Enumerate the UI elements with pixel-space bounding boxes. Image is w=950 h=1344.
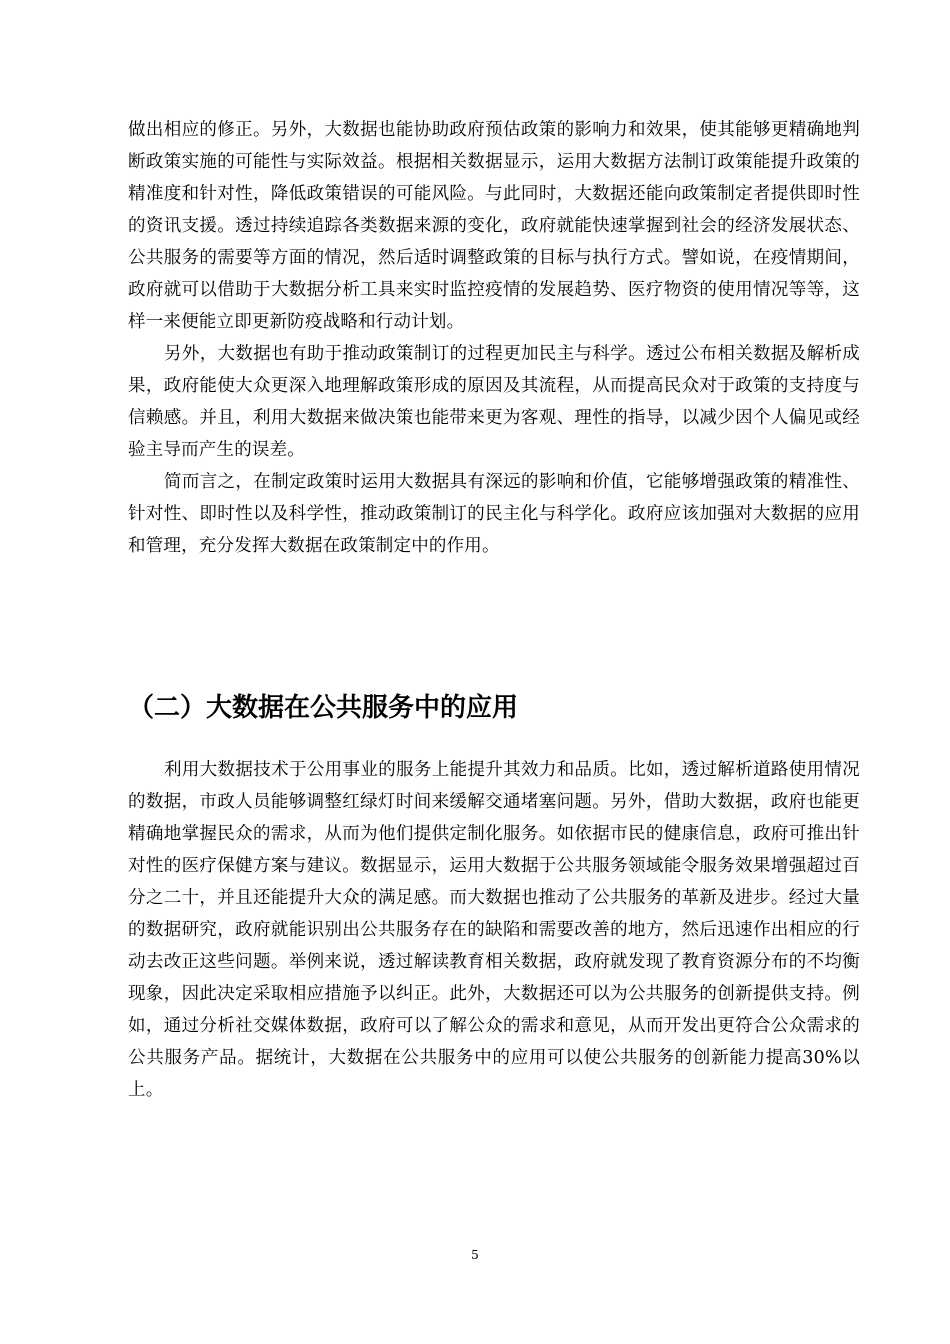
paragraph-policy-summary: 简而言之，在制定政策时运用大数据具有深远的影响和价值，它能够增强政策的精准性、针对性、即时性以及科学性，推动政策制订的民主化与科学化。政府应该加强对大数据的应用和管理，充分发挥大数据在政策制定中的作用。 [128,472,860,556]
page-number: 5 [471,1248,479,1262]
paragraph-policy-impact: 做出相应的修正。另外，大数据也能协助政府预估政策的影响力和效果，使其能够更精确地判断政策实施的可能性与实际效益。根据相关数据显示，运用大数据方法制订政策能提升政策的精准度和针对性，降低政策错误的可能风险。与此同时，大数据还能向政策制定者提供即时性的资讯支援。透过持续追踪各类数据来源的变化，政府就能快速掌握到社会的经济发展状态、公共服务的需要等方面的情况，然后适时调整政策的目标与执行方式。譬如说，在疫情期间，政府就可以借助于大数据分析工具来实时监控疫情的发展趋势、医疗物资的使用情况等等，这样一来便能立即更新防疫战略和行动计划。 [128,120,860,332]
section-public-services [128,754,860,1106]
section-policy-continuation [128,114,860,562]
section-heading-public-services: （二）大数据在公共服务中的应用 [128,693,519,723]
paragraph-policy-democracy: 另外，大数据也有助于推动政策制订的过程更加民主与科学。透过公布相关数据及解析成果，政府能使大众更深入地理解政策形成的原因及其流程，从而提高民众对于政策的支持度与信赖感。并且，利用大数据来做决策也能带来更为客观、理性的指导，以减少因个人偏见或经验主导而产生的误差。 [128,344,860,460]
paragraph-public-services: 利用大数据技术于公用事业的服务上能提升其效力和品质。比如，透过解析道路使用情况的数据，市政人员能够调整红绿灯时间来缓解交通堵塞问题。另外，借助大数据，政府也能更精确地掌握民众的需求，从而为他们提供定制化服务。如依据市民的健康信息，政府可推出针对性的医疗保健方案与建议。数据显示，运用大数据于公共服务领域能令服务效果增强超过百分之二十，并且还能提升大众的满足感。而大数据也推动了公共服务的革新及进步。经过大量的数据研究，政府就能识别出公共服务存在的缺陷和需要改善的地方，然后迅速作出相应的行动去改正这些问题。举例来说，透过解读教育相关数据，政府就发现了教育资源分布的不均衡现象，因此决定采取相应措施予以纠正。此外，大数据还可以为公共服务的创新提供支持。例如，通过分析社交媒体数据，政府可以了解公众的需求和意见，从而开发出更符合公众需求的公共服务产品。据统计，大数据在公共服务中的应用可以使公共服务的创新能力提高30%以上。 [128,760,860,1100]
